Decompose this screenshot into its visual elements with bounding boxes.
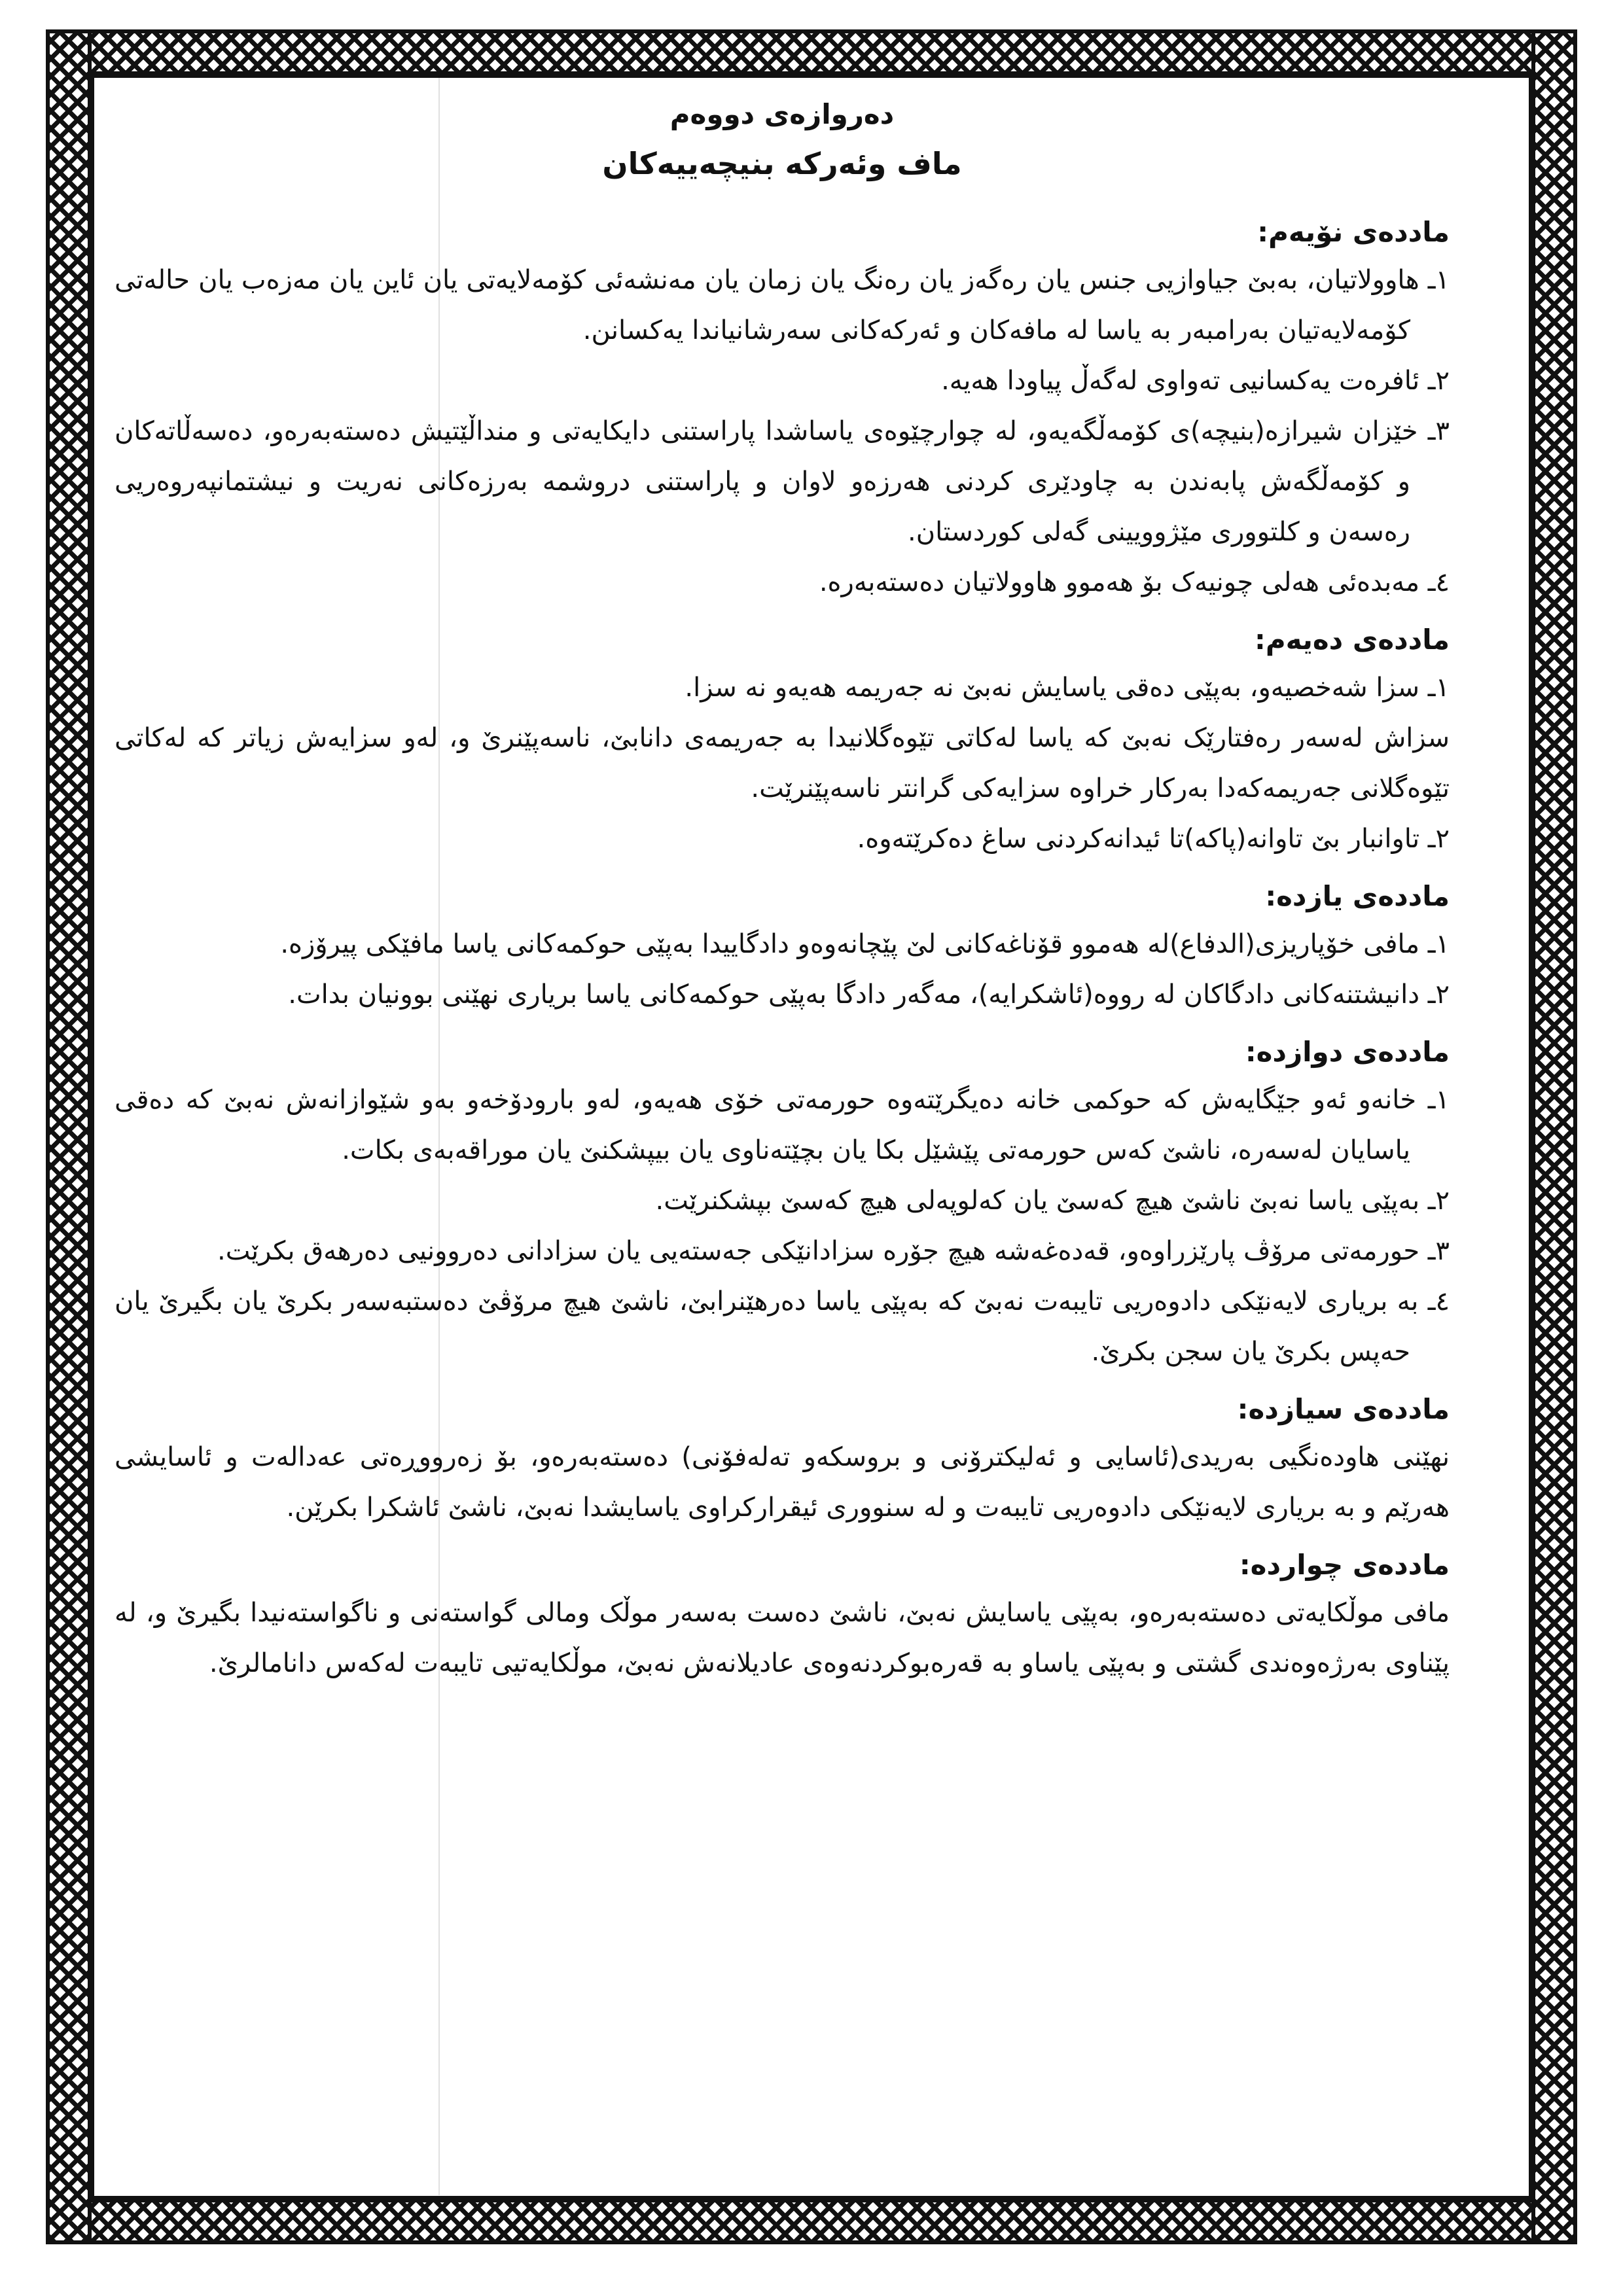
article-clause: ٢ـ تاوانبار بێ تاوانە(پاکە)تا ئیدانەکردنی ساغ دەکرێتەوە. xyxy=(857,824,1450,854)
article-title: ماددەی دوازدە: xyxy=(1245,1036,1450,1068)
article-paragraph: نهێنی هاودەنگیی بەریدی(ئاسایی و ئەلیکترۆنی و بروسکەو تەلەفۆنی) دەستەبەرەو، بۆ زەرووڕەتی عەدالەت و ئاسایشی هەرێم و بە بریاری لایەنێکی دادوەریی تایبەت و لە سنووری ئیقرارکراوی یاسایشدا نەبێ، ناشێ ئاشکرا بکرێن. xyxy=(115,1442,1450,1523)
chapter-heading: دەروازەی دووەم xyxy=(669,98,895,130)
article-clause: ٢ـ ئافرەت یەکسانیی تەواوی لەگەڵ پیاودا هەیە. xyxy=(941,366,1450,396)
border-right xyxy=(1531,29,1577,2244)
article-10 xyxy=(115,617,1450,864)
document-page xyxy=(115,92,1450,2172)
article-title: ماددەی سیازدە: xyxy=(1237,1393,1450,1425)
border-left xyxy=(46,29,92,2244)
border-bottom xyxy=(46,2199,1577,2244)
article-clause: ٣ـ خێزان شیرازە(بنیچە)ی کۆمەڵگەیەو، لە چوارچێوەی یاساشدا پاراستنی دایکایەتی و منداڵێتیش دەستەبەرەو، دەسەڵاتەکان و کۆمەڵگەش پابەندن بە چاودێری کردنی هەرزەو لاوان و پاراستنی دروشمە بەرزەکانی نەریت و نیشتمانپەروەریی رەسەن و کلتووری مێژوویینی گەلی کوردستان. xyxy=(115,416,1450,547)
article-clause: ١ـ مافی خۆپاریزی(الدفاع)لە هەموو قۆناغەکانی لێ پێچانەوەو دادگاییدا بەپێی حوکمەکانی یاسا مافێکی پیرۆزە. xyxy=(280,929,1450,959)
article-clause: ٣ـ حورمەتی مرۆڤ پارێزراوەو، قەدەغەشە هیچ جۆرە سزادانێکی جەستەیی یان سزادانی دەروونیی دەرهەق بکرێت. xyxy=(217,1236,1450,1266)
article-11 xyxy=(115,874,1450,1020)
article-clause: ٤ـ بە بریاری لایەنێکی دادوەریی تایبەت نەبێ کە بەپێی یاسا دەرهێنرابێ، ناشێ هیچ مرۆڤێ دەستبەسەر بکرێ یان بگیرێ یان حەپس بکرێ یان سجن بکرێ. xyxy=(115,1286,1450,1367)
article-clause: ٢ـ دانیشتنەکانی دادگاکان لە رووە(ئاشکرایە)، مەگەر دادگا بەپێی حوکمەکانی یاسا بریاری نهێنی بوونیان بدات. xyxy=(288,980,1450,1010)
article-9 xyxy=(115,209,1450,608)
article-title: ماددەی چواردە: xyxy=(1239,1549,1450,1581)
article-14 xyxy=(115,1542,1450,1689)
border-top xyxy=(46,29,1577,75)
article-title: ماددەی نۆیەم: xyxy=(1257,216,1450,248)
article-clause: ١ـ خانەو ئەو جێگایەش کە حوکمی خانە دەیگرێتەوە حورمەتی خۆی هەیەو، لەو بارودۆخەو بەو شێوازانەش نەبێ کە دەقی یاسایان لەسەرە، ناشێ کەس حورمەتی پێشێل بکا یان بچێتەناوی یان بیپشکنێ یان موراقەبەی بکات. xyxy=(115,1085,1450,1165)
article-clause: ٢ـ بەپێی یاسا نەبێ ناشێ هیچ کەسێ یان کەلوپەلی هیچ کەسێ بپشکنرێت. xyxy=(655,1186,1450,1216)
article-paragraph: سزاش لەسەر رەفتارێک نەبێ کە یاسا لەکاتی تێوەگلانیدا بە جەریمەی دانابێ، ناسەپێنرێ و، لەو سزایەش زیاتر کە لەکاتی تێوەگلانی جەریمەکەدا بەرکار خراوە سزایەکی گرانتر ناسەپێنرێت. xyxy=(115,723,1450,804)
chapter-title: ماف وئەرکە بنیچەییەکان xyxy=(602,146,962,181)
article-12 xyxy=(115,1029,1450,1377)
article-title: ماددەی دەیەم: xyxy=(1255,624,1450,656)
article-paragraph: مافی موڵکایەتی دەستەبەرەو، بەپێی یاسایش نەبێ، ناشێ دەست بەسەر موڵک ومالی گواستەنی و ناگواستەنیدا بگیرێ و، لە پێناوی بەرژەوەندی گشتی و بەپێی یاساو بە قەرەبوکردنەوەی عادیلانەش نەبێ، موڵکایەتیی تایبەت لەکەس دانامالرێ. xyxy=(115,1598,1450,1678)
article-13 xyxy=(115,1386,1450,1533)
article-title: ماددەی یازدە: xyxy=(1265,880,1450,912)
article-clause: ١ـ هاوولاتیان، بەبێ جیاوازیی جنس یان رەگەز یان رەنگ یان زمان یان مەنشەئی کۆمەلایەتی یان ئاین یان مەزەب یان حالەتی کۆمەلایەتیان بەرامبەر بە یاسا لە مافەکان و ئەرکەکانی سەرشانیاندا یەکسانن. xyxy=(115,265,1450,345)
article-clause: ١ـ سزا شەخصیەو، بەپێی دەقی یاسایش نەبێ نە جەریمە هەیەو نە سزا. xyxy=(685,673,1450,703)
article-clause: ٤ـ مەبدەئی هەلی چونیەک بۆ هەموو هاوولاتیان دەستەبەرە. xyxy=(819,567,1450,597)
